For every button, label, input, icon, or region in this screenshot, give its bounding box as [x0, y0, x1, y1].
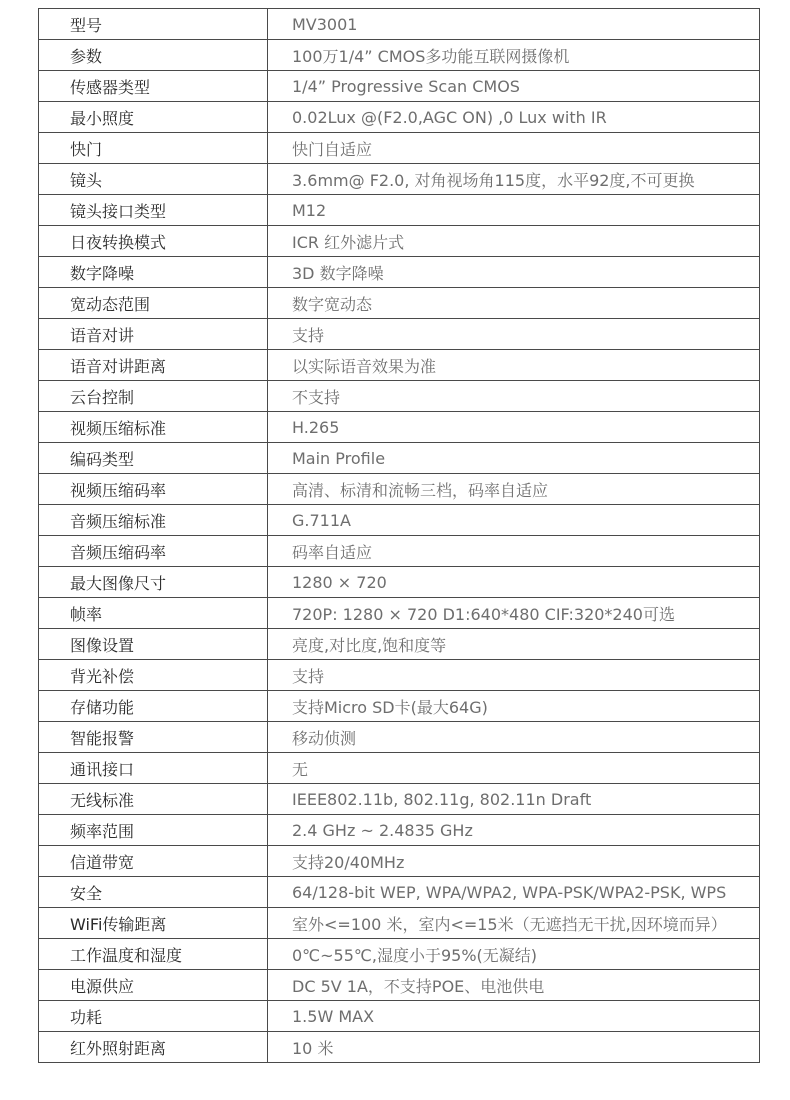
- spec-value: 1/4” Progressive Scan CMOS: [268, 71, 760, 102]
- spec-value: H.265: [268, 412, 760, 443]
- spec-label: 语音对讲距离: [39, 350, 268, 381]
- table-row: [39, 536, 760, 567]
- spec-label: 传感器类型: [39, 71, 268, 102]
- spec-label: 电源供应: [39, 970, 268, 1001]
- spec-value: 无: [268, 753, 760, 784]
- spec-value: MV3001: [268, 9, 760, 40]
- spec-label: 通讯接口: [39, 753, 268, 784]
- table-row: [39, 288, 760, 319]
- spec-value: 码率自适应: [268, 536, 760, 567]
- spec-label: 工作温度和湿度: [39, 939, 268, 970]
- spec-label: 宽动态范围: [39, 288, 268, 319]
- spec-label: 信道带宽: [39, 846, 268, 877]
- spec-label: 存储功能: [39, 691, 268, 722]
- spec-label: 无线标准: [39, 784, 268, 815]
- spec-label: 镜头接口类型: [39, 195, 268, 226]
- table-row: [39, 164, 760, 195]
- table-row: [39, 1032, 760, 1063]
- table-row: [39, 722, 760, 753]
- table-row: [39, 567, 760, 598]
- spec-label: 参数: [39, 40, 268, 71]
- spec-label: 功耗: [39, 1001, 268, 1032]
- table-row: [39, 505, 760, 536]
- spec-value: 支持Micro SD卡(最大64G): [268, 691, 760, 722]
- table-row: [39, 846, 760, 877]
- table-row: [39, 443, 760, 474]
- spec-value: 720P: 1280 × 720 D1:640*480 CIF:320*240可选: [268, 598, 760, 629]
- spec-label: 智能报警: [39, 722, 268, 753]
- table-row: [39, 9, 760, 40]
- table-row: [39, 71, 760, 102]
- spec-value: IEEE802.11b, 802.11g, 802.11n Draft: [268, 784, 760, 815]
- spec-value: 1.5W MAX: [268, 1001, 760, 1032]
- table-row: [39, 257, 760, 288]
- spec-label: 音频压缩标准: [39, 505, 268, 536]
- table-row: [39, 970, 760, 1001]
- spec-value: 10 米: [268, 1032, 760, 1063]
- spec-value: ICR 红外滤片式: [268, 226, 760, 257]
- spec-value: DC 5V 1A，不支持POE、电池供电: [268, 970, 760, 1001]
- spec-value: 数字宽动态: [268, 288, 760, 319]
- spec-value: 高清、标清和流畅三档，码率自适应: [268, 474, 760, 505]
- spec-value: 快门自适应: [268, 133, 760, 164]
- spec-label: 音频压缩码率: [39, 536, 268, 567]
- spec-value: 亮度,对比度,饱和度等: [268, 629, 760, 660]
- spec-label: 最大图像尺寸: [39, 567, 268, 598]
- spec-value: 3.6mm@ F2.0, 对角视场角115度，水平92度,不可更换: [268, 164, 760, 195]
- spec-label: 背光补偿: [39, 660, 268, 691]
- spec-value: 2.4 GHz ~ 2.4835 GHz: [268, 815, 760, 846]
- table-row: [39, 784, 760, 815]
- spec-value: 支持: [268, 319, 760, 350]
- spec-value: 100万1/4” CMOS多功能互联网摄像机: [268, 40, 760, 71]
- spec-label: 最小照度: [39, 102, 268, 133]
- table-row: [39, 815, 760, 846]
- table-row: [39, 660, 760, 691]
- spec-label: 镜头: [39, 164, 268, 195]
- spec-value: 移动侦测: [268, 722, 760, 753]
- spec-label: 编码类型: [39, 443, 268, 474]
- spec-value: 0℃~55℃,湿度小于95%(无凝结): [268, 939, 760, 970]
- spec-label: 云台控制: [39, 381, 268, 412]
- spec-label: 视频压缩码率: [39, 474, 268, 505]
- table-row: [39, 40, 760, 71]
- spec-value: 支持20/40MHz: [268, 846, 760, 877]
- spec-label: 红外照射距离: [39, 1032, 268, 1063]
- spec-value: G.711A: [268, 505, 760, 536]
- spec-label: 快门: [39, 133, 268, 164]
- spec-value: 64/128-bit WEP, WPA/WPA2, WPA-PSK/WPA2-PSK, WPS: [268, 877, 760, 908]
- spec-value: 1280 × 720: [268, 567, 760, 598]
- spec-value: 3D 数字降噪: [268, 257, 760, 288]
- spec-table: [38, 8, 760, 1063]
- table-row: [39, 908, 760, 939]
- table-row: [39, 691, 760, 722]
- table-row: [39, 939, 760, 970]
- table-row: [39, 381, 760, 412]
- spec-value: 0.02Lux @(F2.0,AGC ON) ,0 Lux with IR: [268, 102, 760, 133]
- table-row: [39, 598, 760, 629]
- spec-table-body: [39, 9, 760, 1063]
- table-row: [39, 412, 760, 443]
- spec-label: 图像设置: [39, 629, 268, 660]
- spec-value: 以实际语音效果为准: [268, 350, 760, 381]
- spec-label: 语音对讲: [39, 319, 268, 350]
- table-row: [39, 1001, 760, 1032]
- table-row: [39, 753, 760, 784]
- spec-value: Main Profile: [268, 443, 760, 474]
- spec-label: 数字降噪: [39, 257, 268, 288]
- spec-label: 安全: [39, 877, 268, 908]
- table-row: [39, 226, 760, 257]
- spec-label: 频率范围: [39, 815, 268, 846]
- spec-label: 型号: [39, 9, 268, 40]
- table-row: [39, 319, 760, 350]
- table-row: [39, 133, 760, 164]
- spec-value: 室外<=100 米，室内<=15米（无遮挡无干扰,因环境而异）: [268, 908, 760, 939]
- table-row: [39, 877, 760, 908]
- spec-label: 帧率: [39, 598, 268, 629]
- table-row: [39, 629, 760, 660]
- spec-label: 视频压缩标准: [39, 412, 268, 443]
- spec-value: M12: [268, 195, 760, 226]
- spec-label: WiFi传输距离: [39, 908, 268, 939]
- table-row: [39, 474, 760, 505]
- table-row: [39, 102, 760, 133]
- spec-label: 日夜转换模式: [39, 226, 268, 257]
- spec-value: 不支持: [268, 381, 760, 412]
- table-row: [39, 195, 760, 226]
- spec-value: 支持: [268, 660, 760, 691]
- table-row: [39, 350, 760, 381]
